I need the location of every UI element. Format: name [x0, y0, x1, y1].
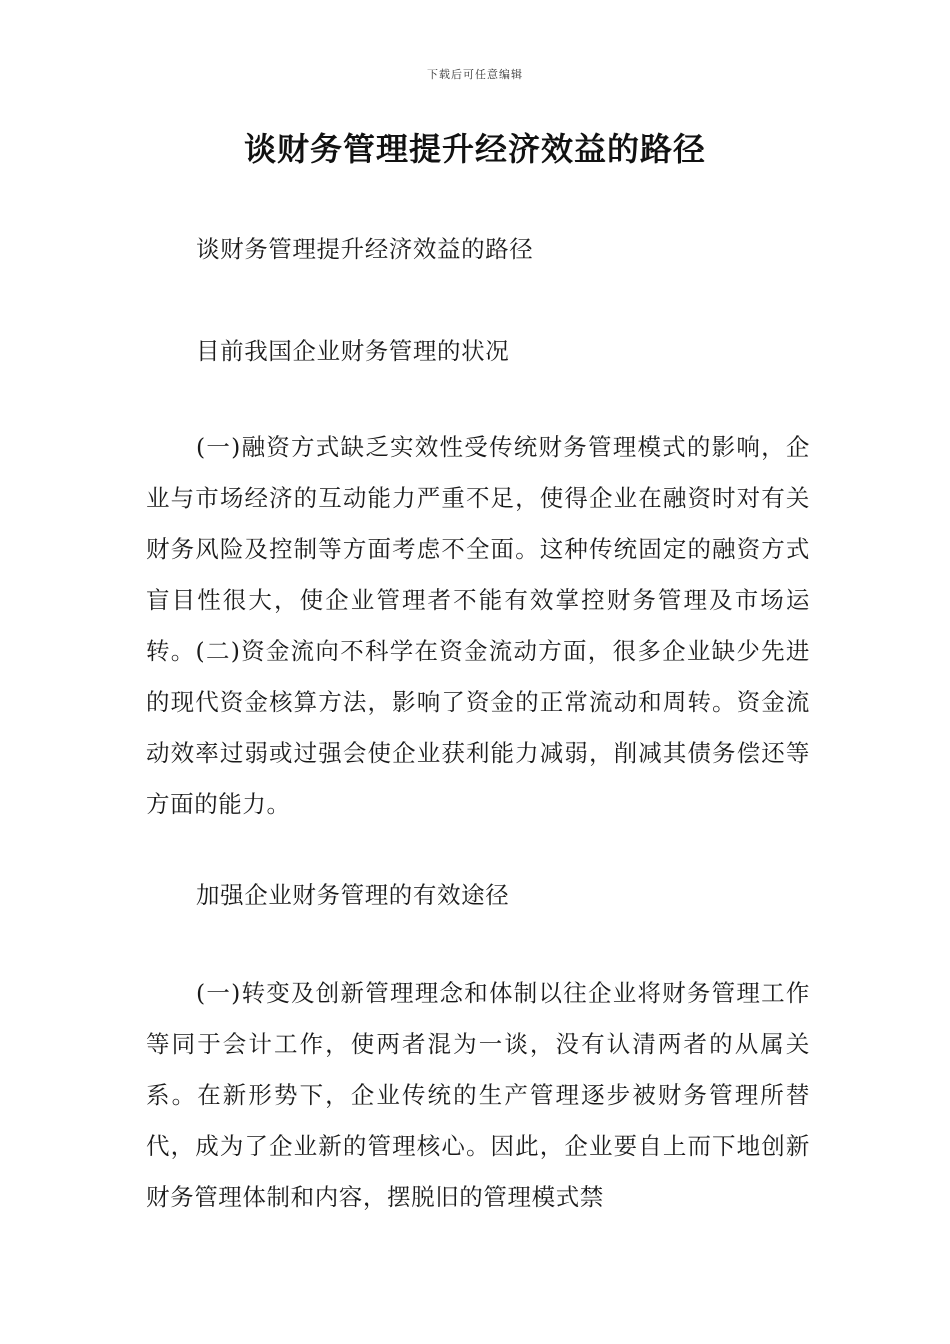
document-title: 谈财务管理提升经济效益的路径 [243, 130, 706, 168]
section-heading-current-status: 目前我国企业财务管理的状况 [196, 337, 510, 365]
paragraph-current-status: (一)融资方式缺乏实效性受传统财务管理模式的影响，企业与市场经济的互动能力严重不足，使得企业在融资时对有关财务风险及控制等方面考虑不全面。这种传统固定的融资方式盲目性很大，使企业管理者不能有效掌控财务管理及市场运转。(二)资金流向不科学在资金流动方面，很多企业缺少先进的现代资金核算方法，影响了资金的正常流动和周转。资金流动效率过弱或过强会使企业获利能力减弱，削减其债务偿还等方面的能力。 [146, 433, 810, 818]
header-note: 下载后可任意编辑 [427, 68, 523, 81]
section-heading-effective-approaches: 加强企业财务管理的有效途径 [196, 881, 510, 909]
document-subtitle: 谈财务管理提升经济效益的路径 [196, 235, 534, 263]
paragraph-effective-approaches: (一)转变及创新管理理念和体制以往企业将财务管理工作等同于会计工作，使两者混为一谈，没有认清两者的从属关系。在新形势下，企业传统的生产管理逐步被财务管理所替代，成为了企业新的管理核心。因此，企业要自上而下地创新财务管理体制和内容，摆脱旧的管理模式禁 [146, 979, 810, 1211]
